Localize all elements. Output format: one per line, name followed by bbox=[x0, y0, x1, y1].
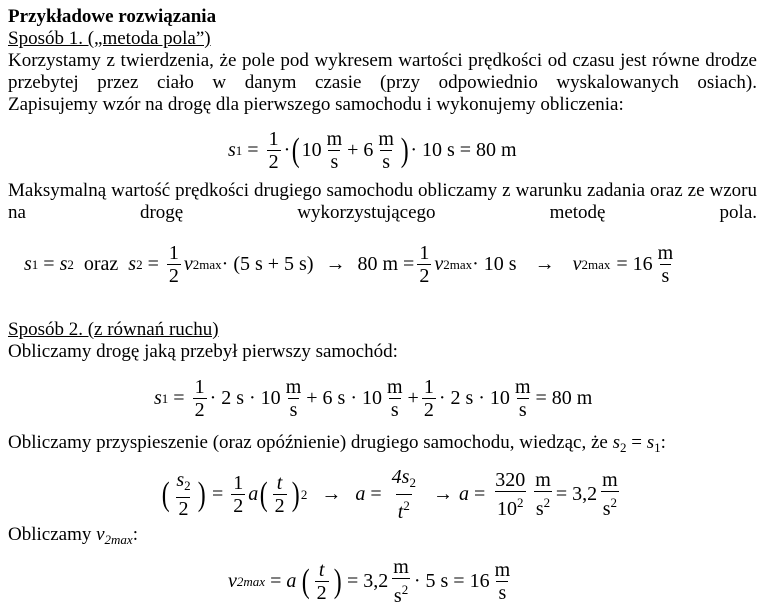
method2-para2: Obliczamy przyspieszenie (oraz opóźnienie) drugiego samochodu, wiedząc, że $s_2 = s_1$: bbox=[8, 432, 666, 455]
method1-heading: Sposób 1. („metoda pola”) bbox=[8, 28, 211, 49]
method2-para3: Obliczamy $v_{2max}$: bbox=[8, 524, 138, 547]
equation-3: s 1 = $\frac{1}{2}$ · 2 s · 10 $\frac{m}{s}$ + 6 s · 10 $\frac{m}{s}$ + $\frac{1}{2}$ · 2 s · 10 $\frac{m}{s}$ = 80 m bbox=[154, 376, 593, 421]
equation-4: ( $\frac{s_2}{2}$ ) = $\frac{1}{2}$ a ( $\frac{t}{2}$ ) 2 → a = $\frac{4s_2}{t^2}$ → a = $\frac{320}{10^2}$ $\frac{m}{s^2}$ = 3,2 $\frac{m}{s^2}$ bbox=[161, 466, 618, 523]
method2-heading: Sposób 2. (z równań ruchu) bbox=[8, 319, 219, 340]
method1-para3: Maksymalną wartość prędkości drugiego samochodu obliczamy z warunku zadania oraz ze wzoru na drogę wykorzystującego metodę pola. bbox=[8, 180, 757, 223]
method1-para1: Korzystamy z twierdzenia, że pole pod wykresem wartości prędkości od czasu jest równe drodze przebytej przez ciało w danym czasie (przy odpowiednio wyskalowanych osiach). bbox=[8, 50, 757, 93]
method2-para1: Obliczamy drogę jaką przebył pierwszy samochód: bbox=[8, 341, 398, 362]
document-title: Przykładowe rozwiązania bbox=[8, 6, 217, 27]
method1-para2: Zapisujemy wzór na drogę dla pierwszego samochodu i wykonujemy obliczenia: bbox=[8, 94, 624, 115]
equation-5: v 2max = a ( $\frac{t}{2}$ ) = 3,2 $\frac{m}{s^2}$ · 5 s = 16 $\frac{m}{s}$ bbox=[228, 556, 511, 607]
equation-1: s 1 = $\frac{1}{2}$ · ( 10 $\frac{m}{s}$ + 6 $\frac{m}{s}$ ) · 10 s = 80 m bbox=[228, 128, 517, 173]
equation-2: s 1 = s 2 oraz s 2 = $\frac{1}{2}$ v 2max · (5 s + 5 s) → 80 m = $\frac{1}{2}$ v 2max · 10 s → v 2max = 16 $\frac{m}{s}$ bbox=[24, 242, 674, 287]
